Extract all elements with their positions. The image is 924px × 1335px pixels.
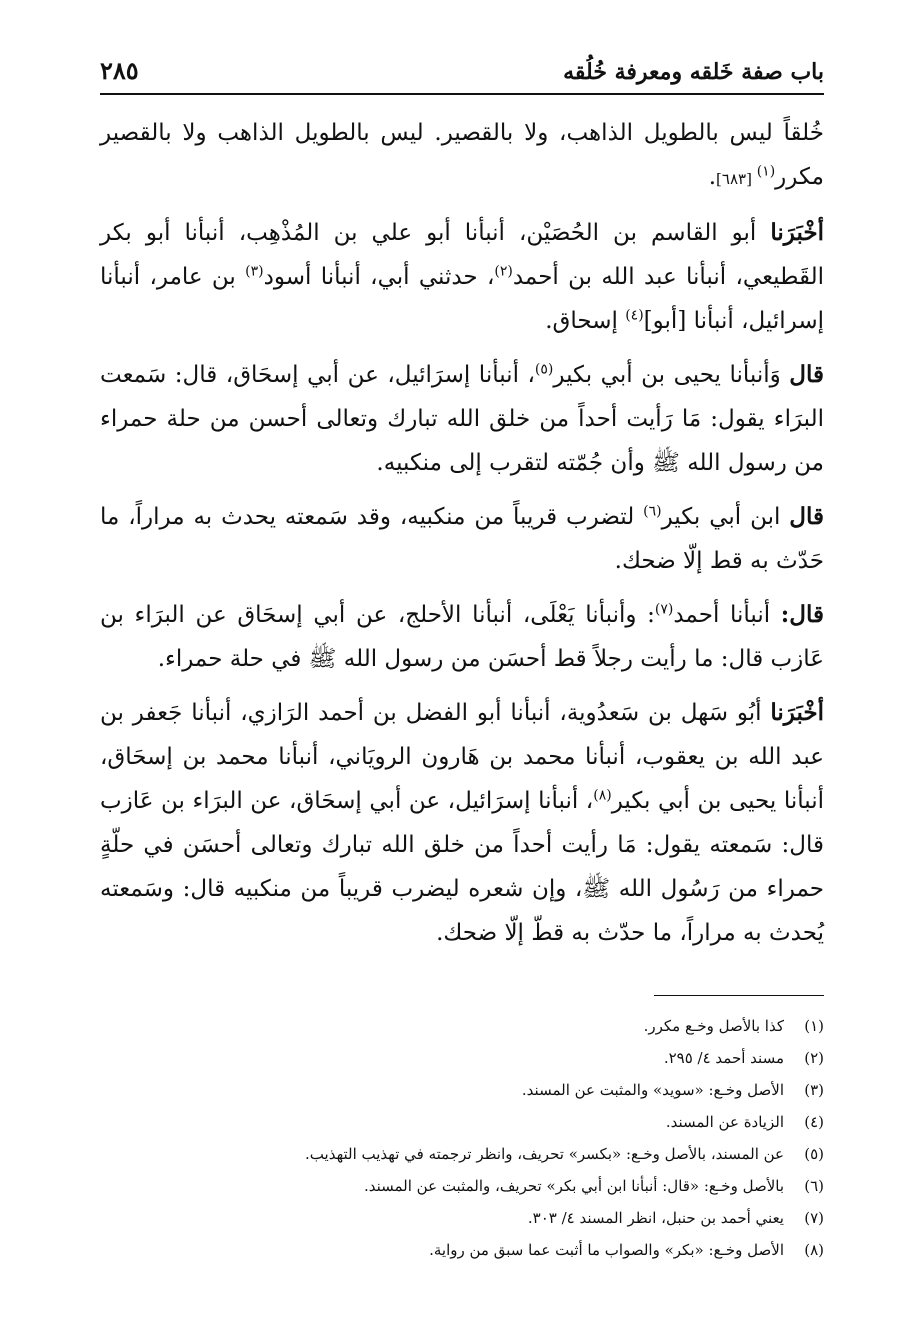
paragraph-text: ، أنبأنا إسرَائيل، عن أبي إسحَاق، عن البرَاء بن عَازب قال: سَمعته يقول: مَا رأيت أحداً من خلق الله تبارك وتعالى أحسَن في حلّةٍ حمراء من رَسُول الله ﷺ، وإن شعره ليضرب قريباً من منكبيه قال: وسَمعته يُحدث به مراراً، ما حدّث به قطّ إلّا ضحك. bbox=[100, 788, 824, 946]
footnote-text: يعني أحمد بن حنبل، انظر المسند ٤/ ٣٠٣. bbox=[527, 1209, 784, 1227]
paragraph bbox=[100, 111, 824, 201]
paragraph-text: ابن أبي بكير bbox=[661, 504, 790, 530]
paragraph bbox=[100, 353, 824, 485]
footnote-reference: (٨) bbox=[593, 787, 612, 804]
paragraph-lead-word: قال: bbox=[780, 601, 825, 628]
running-head bbox=[100, 56, 824, 95]
footnote bbox=[100, 1010, 824, 1042]
paragraph-text: أبُو سَهل بن سَعدُوية، أنبأنا أبو الفضل بن أحمد الرَازي، أنبأنا جَعفر بن عبد الله بن يعقوب، أنبأنا محمد بن هَارون الرويَاني، أنبأنا محمد بن إسحَاق، أنبأنا يحيى بن أبي بكير bbox=[100, 700, 824, 814]
paragraph bbox=[100, 691, 824, 955]
footnote bbox=[100, 1202, 824, 1234]
footnote-number: (٧) bbox=[804, 1209, 824, 1227]
footnote-reference: (١) bbox=[756, 163, 776, 180]
page-number: ٢٨٥ bbox=[100, 56, 139, 85]
footnote-reference: (٥) bbox=[534, 361, 554, 378]
footnote bbox=[100, 1042, 824, 1074]
paragraph-text: . bbox=[708, 164, 717, 190]
paragraph bbox=[100, 495, 824, 583]
footnote-reference: (٣) bbox=[245, 263, 264, 280]
footnote-separator bbox=[654, 995, 824, 996]
paragraph-text: إسحاق. bbox=[545, 308, 626, 334]
paragraph-text: : وأنبأنا يَعْلَى، أنبأنا الأحلج، عن أبي إسحَاق عن البرَاء بن عَازب قال: ما رأيت رجلاً قط أحسَن من رسول الله ﷺ في حلة حمراء. bbox=[100, 602, 824, 672]
paragraph-text: لتضرب قريباً من منكبيه، وقد سَمعته يحدث به مراراً، ما حَدّث به قط إلّا ضحك. bbox=[100, 504, 824, 574]
footnote bbox=[100, 1074, 824, 1106]
footnote-number: (٢) bbox=[804, 1049, 824, 1067]
footnote-text: الزيادة عن المسند. bbox=[665, 1113, 784, 1131]
paragraph-lead-word: أخْبَرَنا bbox=[770, 699, 824, 726]
footnote-reference: (٤) bbox=[625, 307, 644, 324]
footnote-text: مسند أحمد ٤/ ٢٩٥. bbox=[663, 1049, 784, 1067]
footnote-text: الأصل وخـع: «بكر» والصواب ما أثبت عما سبق من رواية. bbox=[429, 1241, 784, 1259]
paragraph-text: بن عامر، أنبأنا إسرائيل، أنبأنا [أبو] bbox=[100, 264, 824, 334]
footnote-number: (٨) bbox=[804, 1241, 824, 1259]
paragraph-text: أنبأنا أحمد bbox=[673, 602, 781, 628]
footnote-number: (١) bbox=[804, 1017, 824, 1035]
paragraph-text: ، أنبأنا إسرَائيل، عن أبي إسحَاق، قال: سَمعت البرَاء يقول: مَا رَأيت أحداً من خلق الله تبارك وتعالى أحسن من حلة حمراء من رسول الله ﷺ وأن جُمّته لتقرب إلى منكبيه. bbox=[100, 362, 824, 476]
paragraph bbox=[100, 211, 824, 343]
paragraph-text: ، حدثني أبي، أنبأنا أسود bbox=[263, 264, 495, 290]
paragraph-lead-word: أخْبَرَنا bbox=[770, 219, 824, 246]
footnote bbox=[100, 1234, 824, 1266]
paragraph-text: خُلقاً ليس بالطويل الذاهب، ولا بالقصير. ليس بالطويل الذاهب ولا بالقصير مكرر bbox=[100, 120, 824, 190]
footnote bbox=[100, 1170, 824, 1202]
footnote-number: (٤) bbox=[804, 1113, 824, 1131]
chapter-title: باب صفة خَلقه ومعرفة خُلُقه bbox=[563, 59, 824, 85]
footnote bbox=[100, 1138, 824, 1170]
footnote-reference: (٧) bbox=[654, 601, 674, 618]
footnote-number: (٦) bbox=[804, 1177, 824, 1195]
footnote-number: (٣) bbox=[804, 1081, 824, 1099]
footnote-reference: (٢) bbox=[494, 263, 513, 280]
footnote-text: عن المسند، بالأصل وخـع: «بكسر» تحريف، وانظر ترجمته في تهذيب التهذيب. bbox=[305, 1145, 784, 1163]
paragraph bbox=[100, 593, 824, 681]
paragraph-text: وَأنبأنا يحيى بن أبي بكير bbox=[553, 362, 790, 388]
footnote-text: الأصل وخـع: «سويد» والمثبت عن المسند. bbox=[521, 1081, 784, 1099]
record-number: [٦٨٣] bbox=[716, 170, 757, 188]
footnote-text: بالأصل وخـع: «قال: أنبأنا ابن أبي بكر» تحريف، والمثبت عن المسند. bbox=[363, 1177, 784, 1195]
paragraph-lead-word: قال bbox=[789, 361, 824, 388]
footnote bbox=[100, 1106, 824, 1138]
paragraph-lead-word: قال bbox=[789, 503, 824, 530]
paragraph-text: أبو القاسم بن الحُصَيْن، أنبأنا أبو علي بن المُذْهِب، أنبأنا أبو بكر القَطيعي، أنبأنا عبد الله بن أحمد bbox=[100, 220, 824, 290]
footnote-reference: (٦) bbox=[643, 503, 662, 520]
footnote-number: (٥) bbox=[804, 1145, 824, 1163]
footnote-text: كذا بالأصل وخـع مكرر. bbox=[643, 1017, 784, 1035]
body-text bbox=[100, 111, 824, 955]
footnotes bbox=[100, 1010, 824, 1266]
